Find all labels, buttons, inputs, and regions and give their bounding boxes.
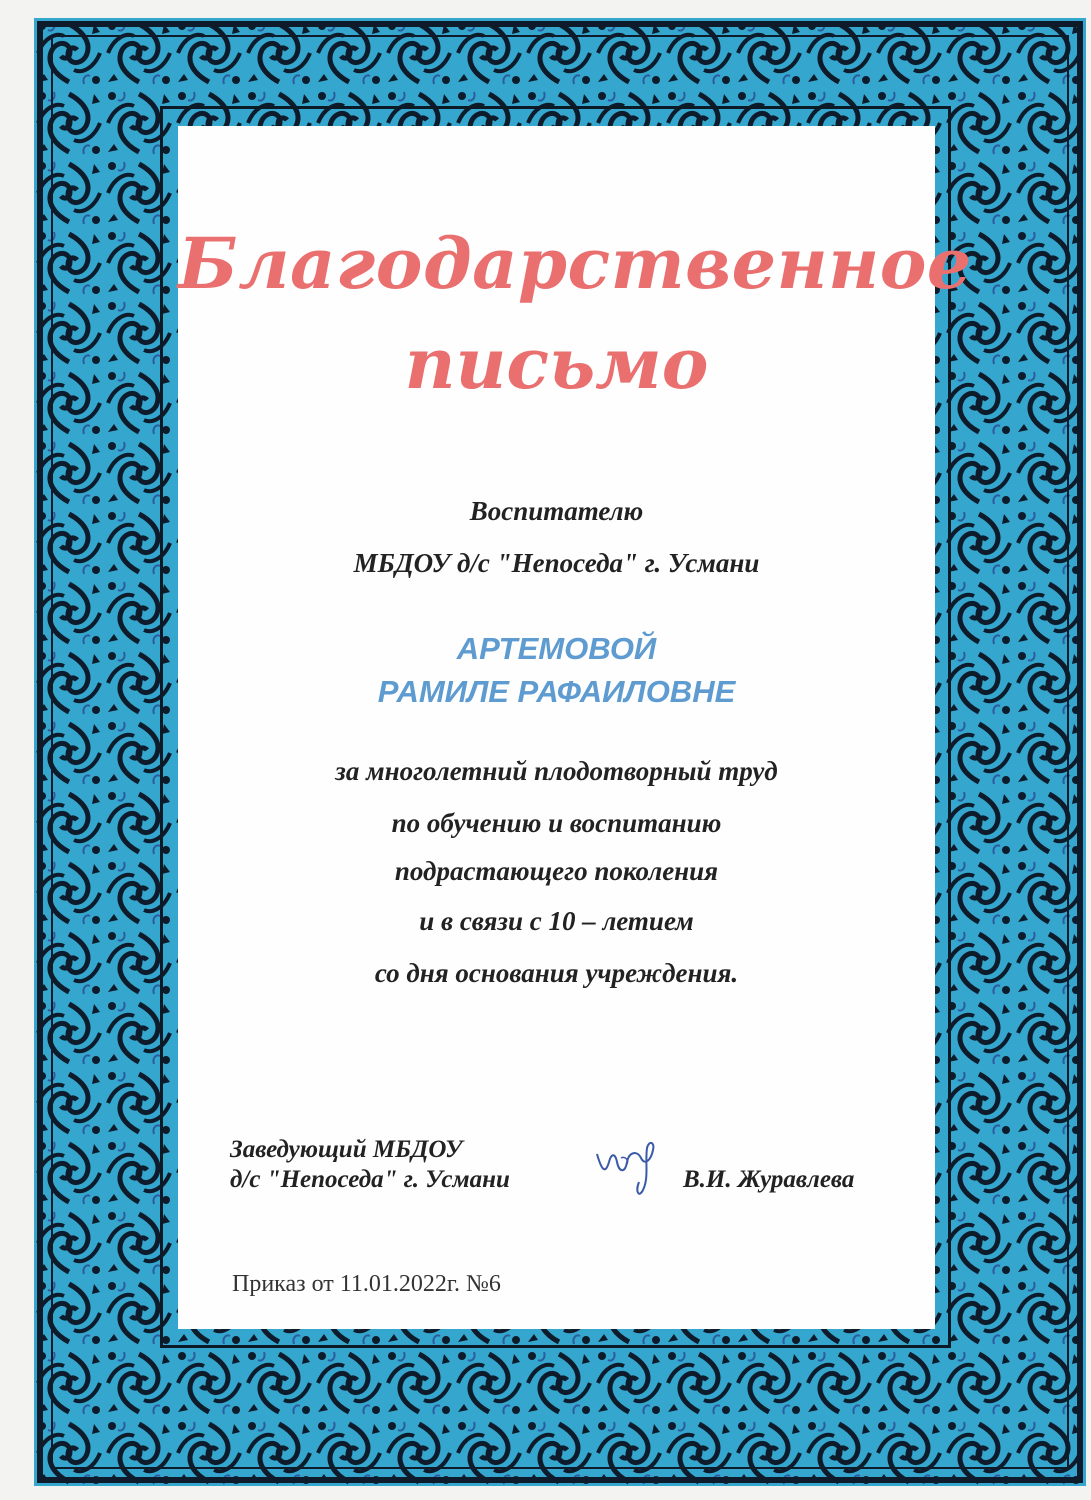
body-line: за многолетний плодотворный труд xyxy=(335,756,778,786)
title-line-1: Благодарственное xyxy=(178,222,972,305)
body-line: и в связи с 10 – летием xyxy=(419,906,694,936)
signatory-title-line-1: Заведующий МБДОУ xyxy=(230,1136,463,1163)
title-line-2: письмо xyxy=(404,322,709,405)
signatory-title-line-2: д/с "Непоседа" г. Усмани xyxy=(230,1166,510,1193)
order-reference: Приказ от 11.01.2022г. №6 xyxy=(232,1271,501,1297)
body-line: по обучению и воспитанию xyxy=(391,808,722,838)
signatory-name: В.И. Журавлева xyxy=(683,1166,855,1193)
recipient-surname: АРТЕМОВОЙ xyxy=(456,631,657,666)
body-line: со дня основания учреждения. xyxy=(374,958,739,988)
certificate-content xyxy=(178,126,972,1329)
handwritten-signature xyxy=(591,1132,671,1202)
body-line: подрастающего поколения xyxy=(394,856,719,886)
recipient-role: Воспитателю xyxy=(469,496,644,526)
organization: МБДОУ д/с "Непоседа" г. Усмани xyxy=(353,548,760,578)
recipient-name: РАМИЛЕ РАФАИЛОВНЕ xyxy=(377,674,736,709)
